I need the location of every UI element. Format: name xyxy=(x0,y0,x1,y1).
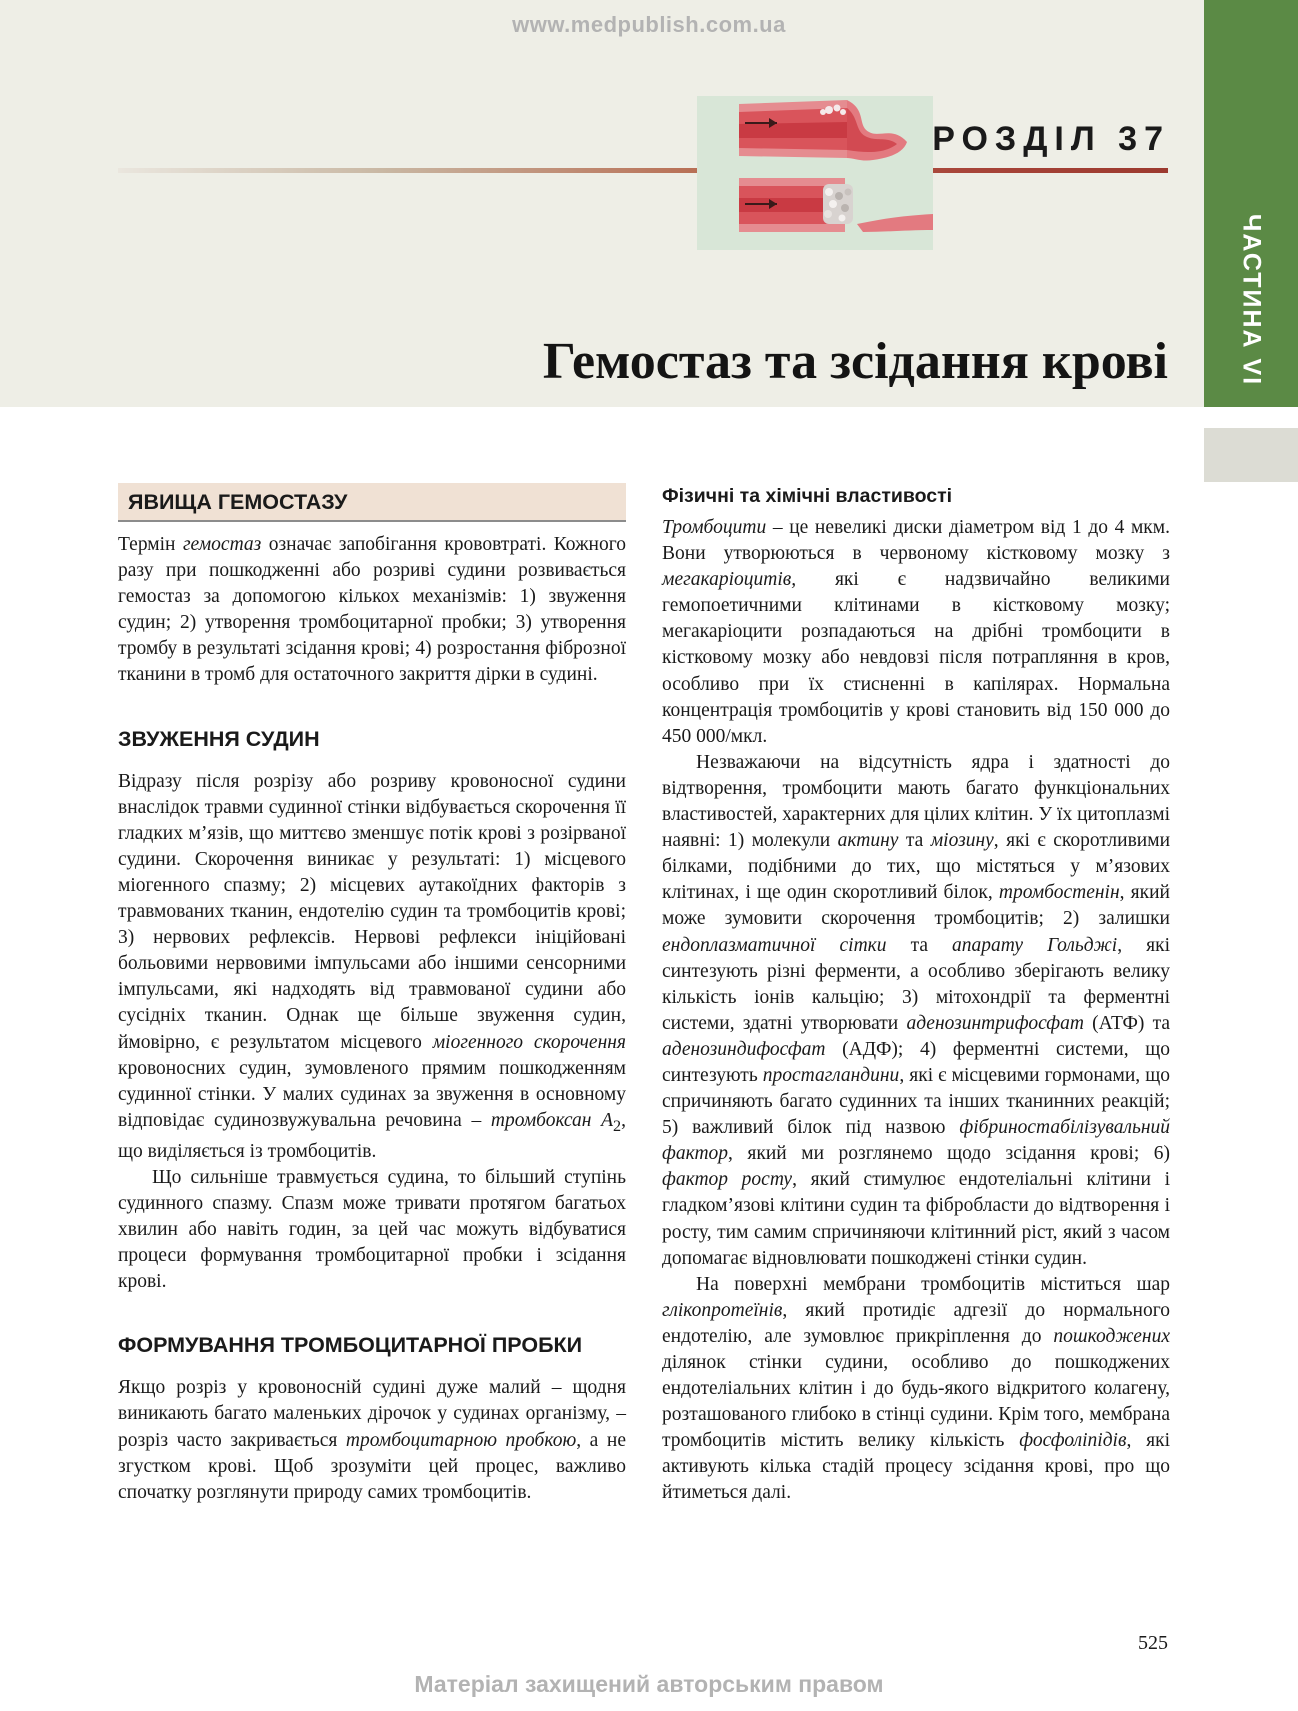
paragraph-membrane: На поверхні мембрани тромбоцитів міститься шар глікопротеїнів, який протидіє адгезії до нормального ендотелію, але зумовлює прикріплення до пошкоджених ділянок стінки судини, особливо до пошкоджених ендотеліальних клітин і до будь-якого відкритого колагену, розташованого глибоко в стінці судини. Крім того, мембрана тромбоцитів містить велику кількість фосфоліпідів, які активують кілька стадій процесу зсідання крові, про що йтиметься далі. xyxy=(662,1273,1170,1504)
left-column xyxy=(118,483,626,1506)
paragraph-vasoconstriction: Відразу після розрізу або розриву кровоносної судини внаслідок травми судинної стінки відбувається скорочення її гладких м’язів, що миттєво зменшує потік крові з розірваної судини. Скорочення виникає у результаті: 1) місцевого міогенного спазму; 2) місцевих аутакоїдних факторів з травмованих тканин, ендотелію судин та тромбоцитів крові; 3) нервових рефлексів. Нервові рефлекси ініційовані больовими нервовими імпульсами або іншими сенсорними імпульсами, які надходять від травмованої судини або сусідніх тканин. Однак ще більше звуження судин, ймовірно, є результатом місцевого міогенного скорочення кровоносних судин, зумовленого прямим пошкодженням судинної стінки. У малих судинах за звуження в основному відповідає судинозвужувальна речовина – тромбоксан $A_2$, що виділяється із тромбоцитів. xyxy=(118,770,626,1162)
page-number: 525 xyxy=(1138,1632,1168,1654)
watermark-url: www.medpublish.com.ua xyxy=(512,12,786,37)
section-heading-platelet-plug: ФОРМУВАННЯ ТРОМБОЦИТАРНОЇ ПРОБКИ xyxy=(118,1333,583,1358)
section-heading-vasoconstriction: ЗВУЖЕННЯ СУДИН xyxy=(118,726,320,751)
chapter-number: РОЗДІЛ 37 xyxy=(932,120,1170,158)
copyright-watermark: Матеріал захищений авторським правом xyxy=(414,1671,884,1697)
vessel-illustration xyxy=(697,96,933,250)
paragraph-hemostasis: Термін гемостаз означає запобігання крововтраті. Кожного разу при пошкодженні або розриві судини розвивається гемостаз за допомогою кількох механізмів: 1) звуження судин; 2) утворення тромбоцитарної пробки; 3) утворення тромбу в результаті зсідання крові; 4) розростання фіброзної тканини в тромб для остаточного закриття дірки в судині. xyxy=(118,534,626,686)
chapter-rule xyxy=(118,168,1168,173)
paragraph-platelet-properties: Незважаючи на відсутність ядра і здатності до відтворення, тромбоцити мають багато функціональних властивостей, характерних для цілих клітин. У їх цитоплазмі наявні: 1) молекули актину та міозину, які є скоротливими білками, подібними до тих, що містяться у м’язових клітинах, і ще один скоротливий білок, тромбостенін, який може зумовити скорочення тромбоцитів; 2) залишки ендоплазматичної сітки та апарату Гольджі, які синтезують різні ферменти, а особливо зберігають велику кількість іонів кальцію; 3) мітохондрії та ферментні системи, здатні утворювати аденозинтрифосфат (АТФ) та аденозиндифосфат (АДФ); 4) ферментні системи, що синтезують простагландини, які є місцевими гормонами, що спричиняють багато судинних та інших тканинних реакцій; 5) важливий білок під назвою фібриностабілізувальний фактор, який ми розглянемо щодо зсідання крові; 6) фактор росту, який стимулює ендотеліальні клітини і гладком’язові клітини судин та фібробласти до відтворення і росту, тим самим спричиняючи клітинний ріст, який з часом допомагає відновлювати пошкоджені стінки судин. xyxy=(662,751,1170,1269)
right-column xyxy=(662,483,1170,1507)
subheading-physical-chemical: Фізичні та хімічні властивості xyxy=(662,485,953,507)
chapter-title: Гемостаз та зсідання крові xyxy=(542,333,1168,390)
section-heading-hemostasis: ЯВИЩА ГЕМОСТАЗУ xyxy=(118,483,626,522)
paragraph-vascular-spasm: Що сильніше травмується судина, то більший ступінь судинного спазму. Спазм може тривати протягом багатьох хвилин або навіть годин, за цей час можуть відбуватися процеси формування тромбоцитарної пробки і зсідання крові. xyxy=(118,1166,626,1293)
part-label: ЧАСТИНА VI xyxy=(1237,213,1266,387)
paragraph-platelet-plug: Якщо розріз у кровоносній судині дуже малий – щодня виникають багато маленьких дірочок у судинах організму, – розріз часто закривається тромбоцитарною пробкою, а не згустком крові. Щоб зрозуміти цей процес, важливо спочатку розглянути природу самих тромбоцитів. xyxy=(118,1377,626,1503)
side-tab-marker xyxy=(1204,428,1298,482)
paragraph-platelets: Тромбоцити – це невеликі диски діаметром від 1 до 4 мкм. Вони утворюються в червоному кістковому мозку з мегакаріоцитів, які є надзвичайно великими гемопоетичними клітинами в кістковому мозку; мегакаріоцити розпадаються на дрібні тромбоцити в кістковому мозку або невдовзі після потрапляння в кров, особливо при їх стисненні в капілярах. Нормальна концентрація тромбоцитів у крові становить від 150 000 до 450 000/мкл. xyxy=(662,517,1170,747)
